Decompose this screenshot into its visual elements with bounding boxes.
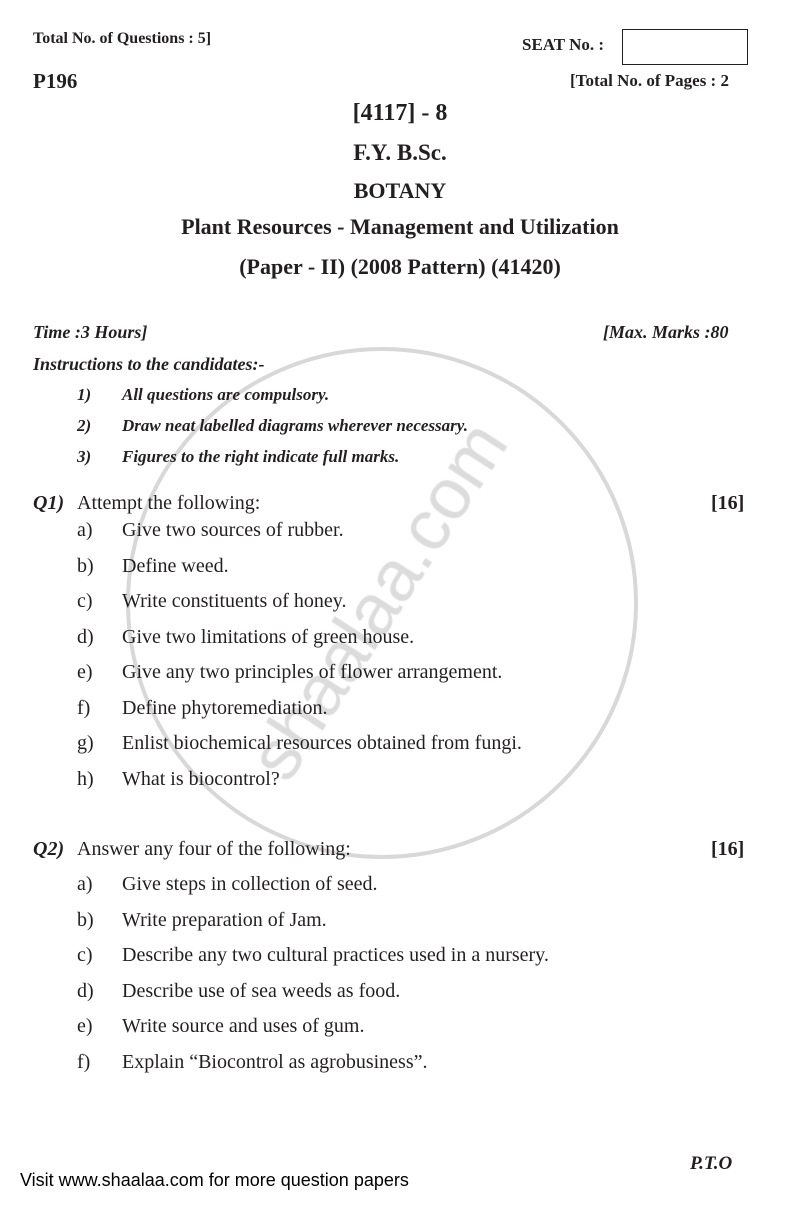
seat-no-box [622, 29, 748, 65]
question-prompt: Attempt the following: [77, 492, 261, 514]
item-label: d) [77, 979, 94, 1002]
total-pages: [Total No. of Pages : 2 [570, 71, 729, 90]
instruction-num: 2) [77, 416, 92, 435]
item-text: Give any two principles of flower arrangement. [122, 661, 503, 683]
total-questions: Total No. of Questions : 5] [33, 30, 212, 47]
question-marks: [16] [711, 838, 745, 860]
item-label: g) [77, 732, 94, 754]
question-number: Q1) [33, 492, 65, 514]
item-label: e) [77, 1015, 93, 1037]
question-prompt: Answer any four of the following: [77, 838, 351, 860]
instruction-text: Draw neat labelled diagrams wherever necessary. [122, 416, 468, 435]
exam-code: [4117] - 8 [352, 100, 448, 126]
question-marks: [16] [711, 492, 745, 514]
item-label: a) [77, 519, 93, 541]
paper-code: P196 [33, 69, 78, 93]
item-label: e) [77, 661, 93, 683]
instruction-text: Figures to the right indicate full marks. [122, 447, 400, 466]
paper-title: Plant Resources - Management and Utilization [181, 214, 619, 239]
item-text: Define weed. [122, 554, 229, 577]
item-text: Explain “Biocontrol as agrobusiness”. [122, 1050, 428, 1073]
item-text: Write constituents of honey. [122, 590, 347, 612]
item-text: Describe use of sea weeds as food. [122, 979, 401, 1002]
item-label: a) [77, 873, 93, 895]
item-text: Define phytoremediation. [122, 696, 328, 719]
paper-subtitle: (Paper - II) (2008 Pattern) (41420) [239, 254, 561, 279]
instruction-num: 1) [77, 385, 92, 404]
item-text: Write source and uses of gum. [122, 1015, 365, 1037]
question-number: Q2) [33, 838, 65, 860]
max-marks: [Max. Marks :80 [603, 322, 729, 342]
item-label: c) [77, 944, 93, 966]
instruction-num: 3) [77, 447, 92, 466]
item-label: h) [77, 767, 94, 790]
item-label: d) [77, 625, 94, 648]
seat-no-label: SEAT No. : [522, 35, 605, 54]
item-label: f) [77, 696, 91, 719]
time: Time :3 Hours] [33, 322, 148, 342]
item-label: b) [77, 554, 94, 577]
pto: P.T.O [690, 1153, 733, 1174]
item-text: Write preparation of Jam. [122, 908, 327, 931]
instruction-text: All questions are compulsory. [122, 385, 330, 404]
visit-footer-link[interactable]: Visit www.shaalaa.com for more question papers [20, 1170, 409, 1190]
item-label: f) [77, 1050, 91, 1073]
item-text: Give steps in collection of seed. [122, 873, 378, 895]
instructions-heading: Instructions to the candidates:- [33, 354, 265, 374]
subject: BOTANY [353, 178, 447, 203]
item-label: b) [77, 908, 94, 931]
item-text: What is biocontrol? [122, 767, 280, 790]
item-label: c) [77, 590, 93, 612]
item-text: Give two sources of rubber. [122, 519, 344, 541]
item-text: Give two limitations of green house. [122, 625, 415, 648]
item-text: Describe any two cultural practices used in a nursery. [122, 944, 549, 966]
course: F.Y. B.Sc. [353, 140, 447, 165]
item-text: Enlist biochemical resources obtained from fungi. [122, 732, 522, 754]
